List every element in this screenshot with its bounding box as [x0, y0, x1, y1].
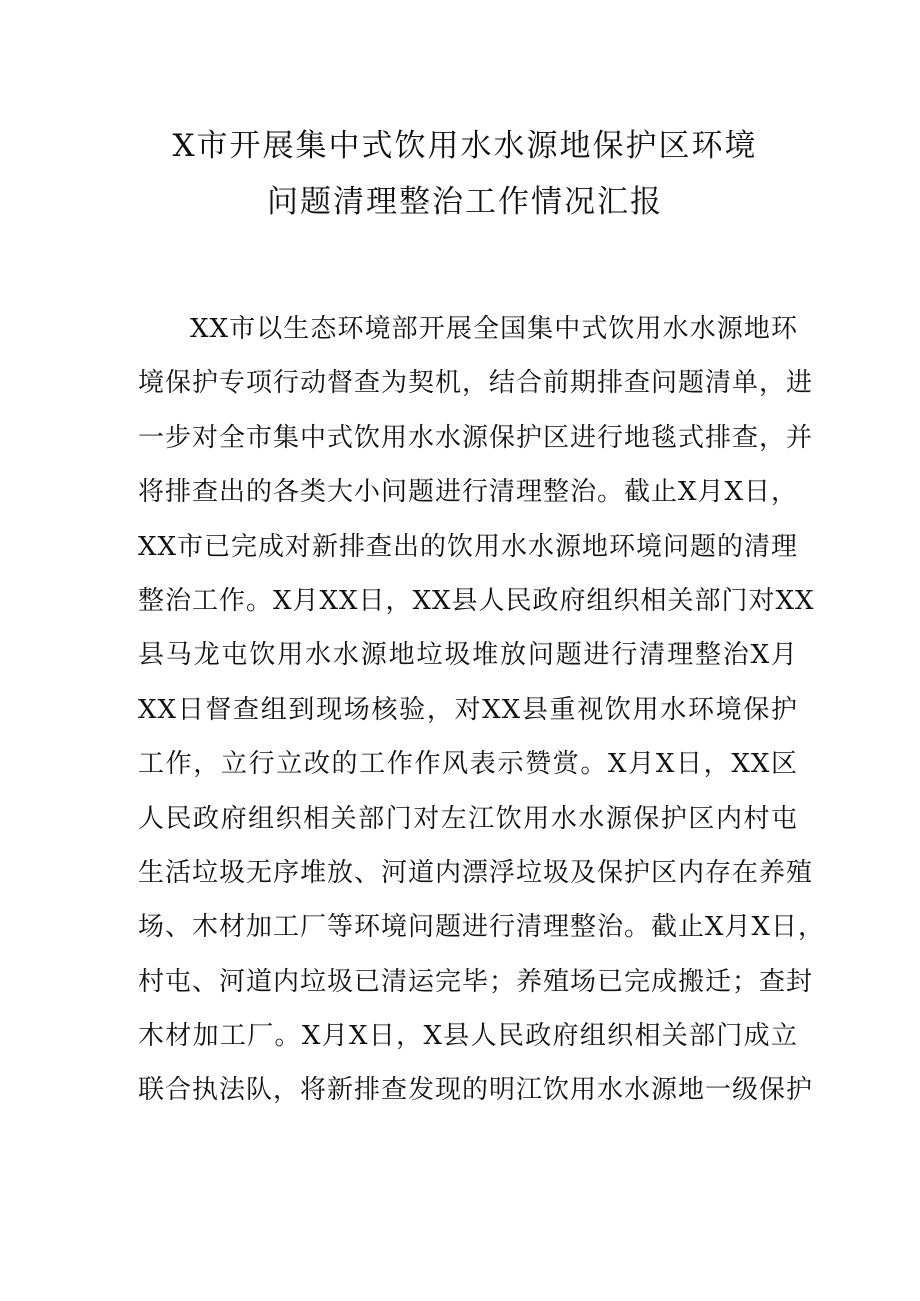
title-line-1: X市开展集中式饮用水水源地保护区环境 [172, 128, 758, 164]
body-line: 县马龙屯饮用水水源地垃圾堆放问题进行清理整治X月 [138, 640, 798, 671]
body-line: 境保护专项行动督查为契机，结合前期排查问题清单，进 [138, 368, 814, 399]
body-line: 场、木材加工厂等环境问题进行清理整治。截止X月X日， [138, 912, 826, 943]
title-line-2: 问题清理整治工作情况汇报 [267, 184, 663, 220]
body-line: 人民政府组织相关部门对左江饮用水水源保护区内村屯 [138, 803, 798, 834]
document-title [120, 118, 810, 230]
body-line: 工作，立行立改的工作作风表示赞赏。X月X日，XX区 [138, 749, 798, 780]
body-line: XX日督查组到现场核验，对XX县重视饮用水环境保护 [138, 694, 798, 725]
body-line: 村屯、河道内垃圾已清运完毕；养殖场已完成搬迁；查封 [138, 966, 814, 997]
body-line: 一步对全市集中式饮用水水源保护区进行地毯式排查，并 [138, 422, 814, 453]
body-line: XX市以生态环境部开展全国集中式饮用水水源地环 [190, 314, 798, 344]
body-line: 联合执法队，将新排查发现的明江饮用水水源地一级保护 [138, 1075, 814, 1106]
body-line: 生活垃圾无序堆放、河道内漂浮垃圾及保护区内存在养殖 [138, 857, 814, 888]
document-body [138, 302, 826, 1118]
body-line: 整治工作。X月XX日，XX县人民政府组织相关部门对XX [138, 585, 815, 616]
body-line: 木材加工厂。X月X日，X县人民政府组织相关部门成立 [138, 1021, 798, 1052]
body-line: XX市已完成对新排查出的饮用水水源地环境问题的清理 [138, 531, 799, 562]
body-line: 将排查出的各类大小问题进行清理整治。截止X月X日， [138, 477, 799, 508]
